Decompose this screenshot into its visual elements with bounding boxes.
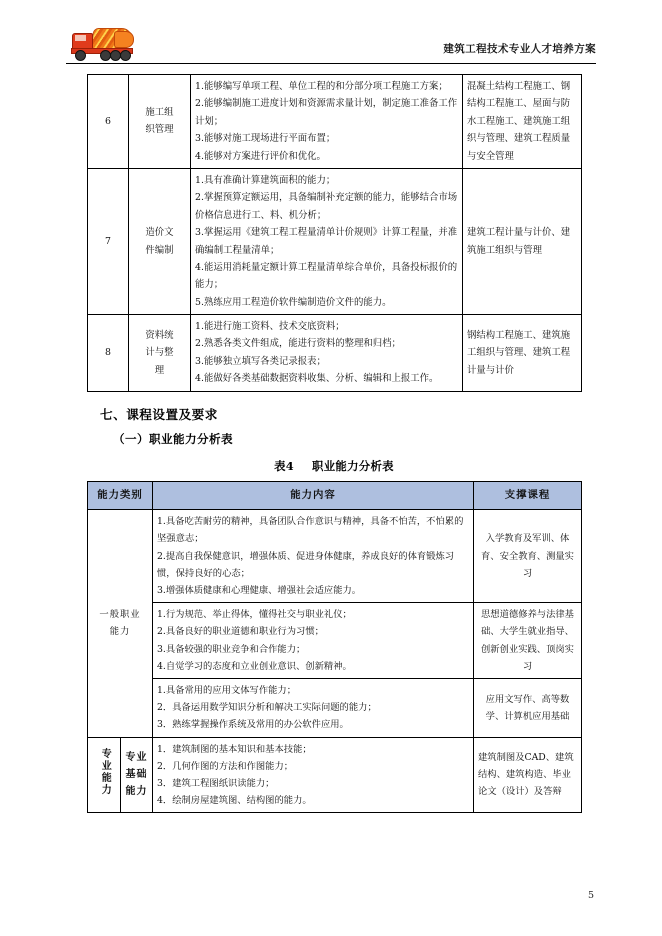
row-task-line: 资料统 — [145, 329, 174, 341]
competency-duties-table — [87, 74, 582, 392]
row-courses: 建筑工程计量与计价、建筑施工组织与管理 — [463, 168, 582, 314]
subsection-heading-one: （一）职业能力分析表 — [113, 432, 233, 446]
mixer-drum-tail-shape — [114, 31, 134, 48]
column-header-courses: 支撑课程 — [474, 482, 582, 510]
ability-item: 4.能够对方案进行评价和优化。 — [195, 150, 326, 162]
ability-item: 1．建筑制图的基本知识和基本技能； — [157, 743, 312, 755]
ability-item: 3.能够对施工现场进行平面布置； — [195, 133, 336, 145]
row-items — [153, 603, 474, 679]
ability-item: 4.能做好各类基础数据资料收集、分析、编辑和上报工作。 — [195, 373, 439, 385]
row-category-general — [88, 510, 153, 737]
table-row — [88, 737, 582, 813]
ability-item: 1.具备常用的应用文体写作能力； — [157, 684, 297, 696]
ability-analysis-table — [87, 481, 582, 813]
ability-item: 2．几何作图的方法和作图能力； — [157, 760, 294, 772]
row-task-line: 施工组 — [145, 107, 174, 119]
row-number: 7 — [88, 168, 129, 314]
row-items — [153, 678, 474, 737]
ability-item: 1.具备吃苦耐劳的精神，具备团队合作意识与精神，具备不怕苦，不怕累的坚强意志； — [157, 516, 464, 545]
header-title: 建筑工程技术专业人才培养方案 — [443, 43, 596, 55]
row-task-line: 计与整 — [145, 347, 174, 359]
truck-wheel-icon — [75, 50, 86, 61]
row-courses: 入学教育及军训、体育、安全教育、测量实习 — [474, 510, 582, 603]
ability-item: 3.增强体质健康和心理健康、增强社会适应能力。 — [157, 585, 362, 596]
row-subcategory-professional-basic — [121, 737, 153, 813]
row-number: 8 — [88, 315, 129, 392]
row-task-line: 织管理 — [145, 124, 174, 136]
ability-item: 2.具备良好的职业道德和职业行为习惯； — [157, 626, 324, 638]
row-category-professional — [88, 737, 121, 813]
table-caption-title: 职业能力分析表 — [312, 459, 394, 473]
row-task-line: 理 — [154, 364, 165, 376]
ability-item: 3.能够独立填写各类记录报表； — [195, 355, 326, 367]
row-courses: 混凝土结构工程施工、钢结构工程施工、屋面与防水工程施工、建筑施工组织与管理、建筑工程质量与安全管理 — [463, 75, 582, 169]
row-task — [129, 315, 191, 392]
ability-item: 4．绘制房屋建筑图、结构图的能力。 — [157, 795, 312, 807]
table-header-row — [88, 482, 582, 510]
row-task — [129, 168, 191, 314]
document-running-header — [66, 24, 596, 66]
category-label-vertical: 专业能力 — [99, 747, 111, 796]
row-courses: 钢结构工程施工、建筑施工组织与管理、建筑工程计量与计价 — [463, 315, 582, 392]
category-line: 能力 — [109, 626, 131, 638]
competency-duties-table-wrapper — [87, 74, 581, 392]
ability-item: 1.行为规范、举止得体，懂得社交与职业礼仪； — [157, 609, 352, 621]
ability-item: 1.能进行施工资料、技术交底资料； — [195, 321, 345, 333]
ability-item: 2.熟悉各类文件组成，能进行资料的整理和归档； — [195, 338, 401, 350]
row-abilities — [191, 75, 463, 169]
row-task-line: 造价文 — [145, 227, 174, 239]
ability-item: 2.能够编制施工进度计划和资源需求量计划，制定施工准备工作计划； — [195, 98, 458, 127]
ability-item: 1.具有准确计算建筑面积的能力； — [195, 174, 336, 186]
row-items — [153, 510, 474, 603]
ability-item: 5.熟练应用工程造价软件编制造价文件的能力。 — [195, 296, 392, 308]
ability-item: 3．熟练掌握操作系统及常用的办公软件应用。 — [157, 719, 349, 731]
table-caption-number: 表4 — [274, 459, 295, 473]
ability-item: 4.自觉学习的态度和立业创业意识、创新精神。 — [157, 660, 352, 672]
ability-item: 2.掌握预算定额运用，具备编制补充定额的能力，能够结合市场价格信息进行工、料、机分析； — [195, 192, 458, 221]
truck-window-shape — [75, 35, 86, 41]
ability-analysis-table-wrapper — [87, 481, 581, 813]
row-courses: 建筑制图及CAD、建筑结构、建筑构造、毕业论文（设计）及答辩 — [474, 737, 582, 813]
header-divider — [66, 63, 596, 64]
cement-mixer-truck-icon — [70, 26, 136, 62]
table-caption — [87, 458, 581, 474]
table-row — [88, 603, 582, 679]
page-number: 5 — [587, 890, 594, 901]
table-row — [88, 315, 582, 392]
row-courses: 应用文写作、高等数学、计算机应用基础 — [474, 678, 582, 737]
subcategory-line: 能力 — [125, 786, 148, 798]
subcategory-line: 基础 — [125, 769, 148, 781]
row-abilities — [191, 315, 463, 392]
row-task-line: 件编制 — [145, 244, 174, 256]
row-items — [153, 737, 474, 813]
column-header-content: 能力内容 — [153, 482, 474, 510]
row-abilities — [191, 168, 463, 314]
row-number: 6 — [88, 75, 129, 169]
row-task — [129, 75, 191, 169]
section-heading-seven: 七、课程设置及要求 — [100, 407, 218, 422]
ability-item: 2.提高自我保健意识，增强体质、促进身体健康，养成良好的体育锻炼习惯，保持良好的心态； — [157, 550, 455, 579]
table-row — [88, 75, 582, 169]
row-courses: 思想道德修养与法律基础、大学生就业指导、创新创业实践、顶岗实习 — [474, 603, 582, 679]
ability-item: 3.掌握运用《建筑工程工程量清单计价规则》计算工程量，并准确编制工程量清单； — [195, 227, 458, 256]
column-header-category: 能力类别 — [88, 482, 153, 510]
ability-item: 1.能够编写单项工程、单位工程的和分部分项工程施工方案； — [195, 81, 448, 92]
ability-item: 3.具备较强的职业竞争和合作能力； — [157, 643, 306, 655]
subcategory-line: 专业 — [125, 752, 148, 764]
category-line: 一般职业 — [99, 609, 141, 621]
table-row — [88, 168, 582, 314]
ability-item: 3．建筑工程图纸识读能力； — [157, 777, 275, 789]
ability-item: 4.能运用消耗量定额计算工程量清单综合单价，具备投标报价的能力； — [195, 261, 458, 291]
truck-wheel-icon — [120, 50, 131, 61]
table-row — [88, 678, 582, 737]
ability-item: 2．具备运用数学知识分析和解决工实际问题的能力； — [157, 702, 377, 714]
table-row — [88, 510, 582, 603]
